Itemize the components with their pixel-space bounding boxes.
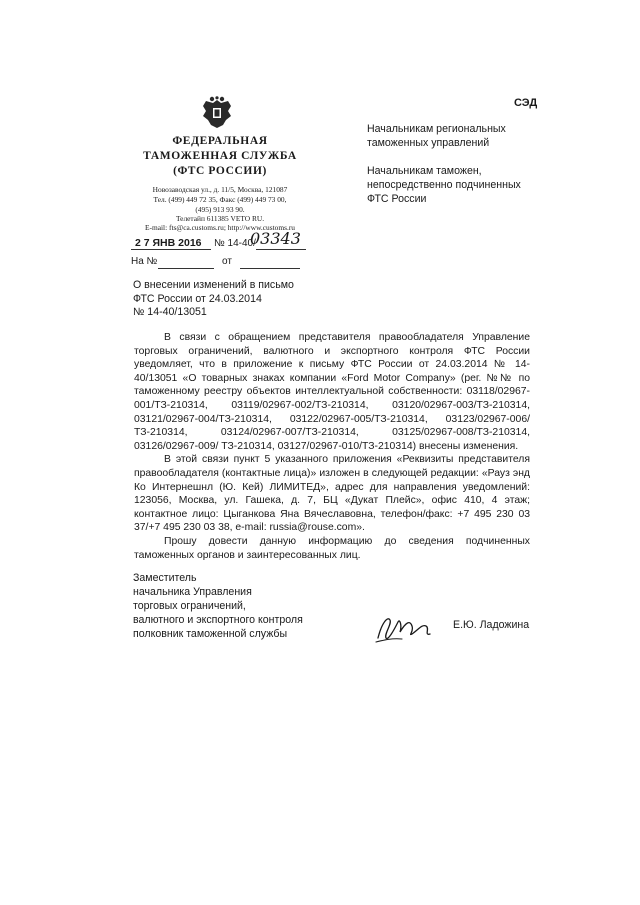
subject-line: ФТС России от 24.03.2014 xyxy=(133,292,262,305)
signer-name: Е.Ю. Ладожина xyxy=(453,619,530,631)
na-no-label: На № xyxy=(131,256,158,267)
signer-title-line: валютного и экспортного контроля xyxy=(133,614,303,626)
address-line: Телетайп 611385 VETO RU. xyxy=(175,214,265,223)
ot-label: от xyxy=(222,256,232,267)
signer-title-line: торговых ограничений, xyxy=(133,600,246,612)
signer-title-line: полковник таможенной службы xyxy=(133,628,288,640)
org-name-line1: ФЕДЕРАЛЬНАЯ xyxy=(172,135,268,147)
org-name-line3: (ФТС РОССИИ) xyxy=(173,165,267,177)
address-line: Новозаводская ул., д. 11/5, Москва, 121087 xyxy=(152,185,288,194)
recipient-line: Начальникам региональных xyxy=(367,123,506,135)
subject-line: О внесении изменений в письмо xyxy=(133,279,294,291)
org-name-line2: ТАМОЖЕННАЯ СЛУЖБА xyxy=(143,150,297,162)
letter-subject xyxy=(133,279,294,320)
body-paragraph-3: Прошу довести данную информацию до сведения подчиненных таможенных органов и заинтересованных лиц. xyxy=(134,535,530,561)
signer-title-line: начальника Управления xyxy=(133,586,252,598)
recipient-line: непосредственно подчиненных xyxy=(367,179,521,191)
letter-body xyxy=(134,331,530,562)
handwritten-signature xyxy=(372,608,438,646)
recipient-line: ФТС России xyxy=(367,193,427,205)
number-underline xyxy=(256,249,306,250)
registration-number-prefix: № 14-40/ xyxy=(214,238,256,249)
sed-mark: СЭД xyxy=(514,97,538,109)
na-no-underline xyxy=(158,268,214,269)
address-line: Тел. (499) 449 72 35, Факс (499) 449 73 00, xyxy=(153,195,287,204)
recipient-line: Начальникам таможен, xyxy=(367,165,482,177)
signer-title xyxy=(133,571,303,641)
registration-number-handwritten: 03343 xyxy=(250,229,301,248)
signer-title-line: Заместитель xyxy=(133,572,197,584)
body-paragraph-2: В этой связи пункт 5 указанного приложения «Реквизиты представителя правообладателя (контактные лица)» изложен в следующей редакции: «Рауз энд Ко Интернешнл (Ю. Кей) ЛИМИТЕД», адрес для направления уведомлений: 123056, Москва, ул. Гашека, д. 7, БЦ «Дукат Плейс», офис 410, 4 этаж; контактное лицо: Цыганкова Яна Вячеславовна, телефон/факс: +7 495 230 03 37/+7 495 230 03 38, e-mail: russia@rouse.com». xyxy=(134,454,530,534)
coat-of-arms-emblem xyxy=(200,96,234,132)
ot-underline xyxy=(240,268,300,269)
recipient-line: таможенных управлений xyxy=(367,137,490,149)
date-underline xyxy=(131,249,211,250)
body-paragraph-1: В связи с обращением представителя правообладателя Управление торговых ограничений, валютного и экспортного контроля ФТС России уведомляет, что в приложение к письму ФТС России от 24.03.2014 № 14-40/13051 «О товарных знаках компании «Ford Motor Company» (рег. №№ по таможенному реестру объектов интеллектуальной собственности: 03118/02967-001/ТЗ-210314, 03119/02967-002/ТЗ-210314, 03120/02967-003/ТЗ-210314, 03121/02967-004/ТЗ-210314, 03122/02967-005/ТЗ-210314, 03123/02967-006/ТЗ-210314, 03124/02967-007/ТЗ-210314, 03125/02967-008/ТЗ-210314, 03126/02967-009/ ТЗ-210314, 03127/02967-010/ТЗ-210314) внесены изменения. xyxy=(134,332,530,452)
registration-date-stamp: 2 7 ЯНВ 2016 xyxy=(135,237,202,249)
subject-line: № 14-40/13051 xyxy=(133,306,207,318)
address-line: E-mail: fts@ca.customs.ru; http://www.customs.ru xyxy=(144,223,295,232)
address-line: (495) 913 93 90. xyxy=(195,205,245,214)
